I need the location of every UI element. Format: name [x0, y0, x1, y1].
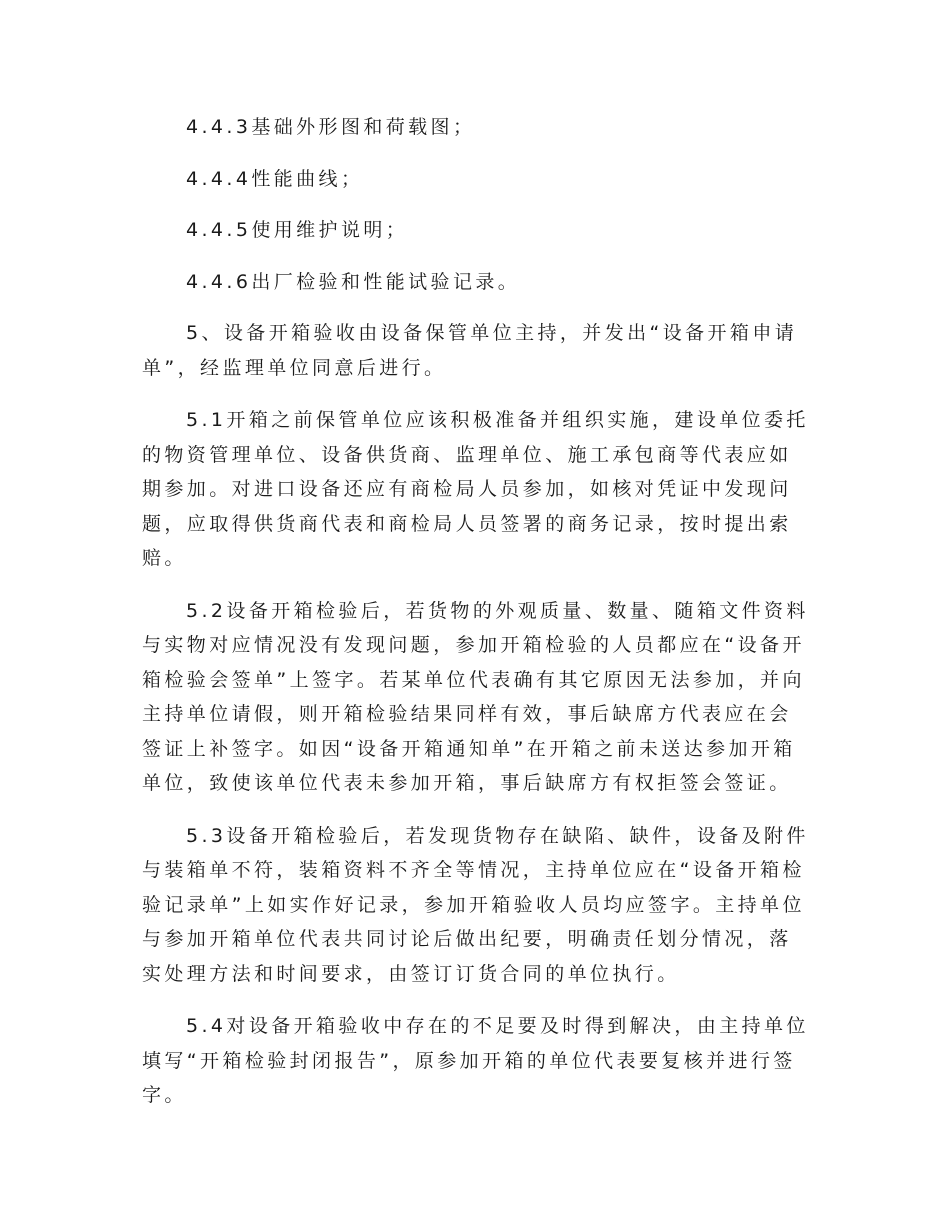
paragraph-4-4-3: 4.4.3基础外形图和荷载图； — [186, 116, 476, 138]
paragraph-5-2: 5.2设备开箱检验后，若货物的外观质量、数量、随箱文件资料与实物对应情况没有发现问题，参加开箱检验的人员都应在“设备开箱检验会签单”上签字。若某单位代表确有其它原因无法参加，并向主持单位请假，则开箱检验结果同样有效，事后缺席方代表应在会签证上补签字。如因“设备开箱通知单”在开箱之前未送达参加开箱单位，致使该单位代表未参加开箱，事后缺席方有权拒签会签证。 — [142, 599, 809, 794]
paragraph-4-4-4: 4.4.4性能曲线； — [186, 167, 364, 190]
paragraph-5-1: 5.1开箱之前保管单位应该积极准备并组织实施，建设单位委托的物资管理单位、设备供货商、监理单位、施工承包商等代表应如期参加。对进口设备还应有商检局人员参加，如核对凭证中发现问题，应取得供货商代表和商检局人员签署的商务记录，按时提出索赔。 — [142, 409, 809, 569]
paragraph-4-4-6: 4.4.6出厂检验和性能试验记录。 — [186, 270, 521, 293]
paragraph-5-4: 5.4对设备开箱验收中存在的不足要及时得到解决，由主持单位填写“开箱检验封闭报告”，原参加开箱的单位代表要复核并进行签字。 — [142, 1015, 809, 1106]
document-body — [142, 110, 812, 1131]
paragraph-5-3: 5.3设备开箱检验后，若发现货物存在缺陷、缺件，设备及附件与装箱单不符，装箱资料不齐全等情况，主持单位应在“设备开箱检验记录单”上如实作好记录，参加开箱验收人员均应签字。主持单位与参加开箱单位代表共同讨论后做出纪要，明确责任划分情况，落实处理方法和时间要求，由签订订货合同的单位执行。 — [142, 824, 809, 985]
paragraph-4-4-5: 4.4.5使用维护说明； — [186, 219, 409, 241]
paragraph-5: 5、设备开箱验收由设备保管单位主持，并发出“设备开箱申请单”，经监理单位同意后进行。 — [142, 322, 798, 379]
